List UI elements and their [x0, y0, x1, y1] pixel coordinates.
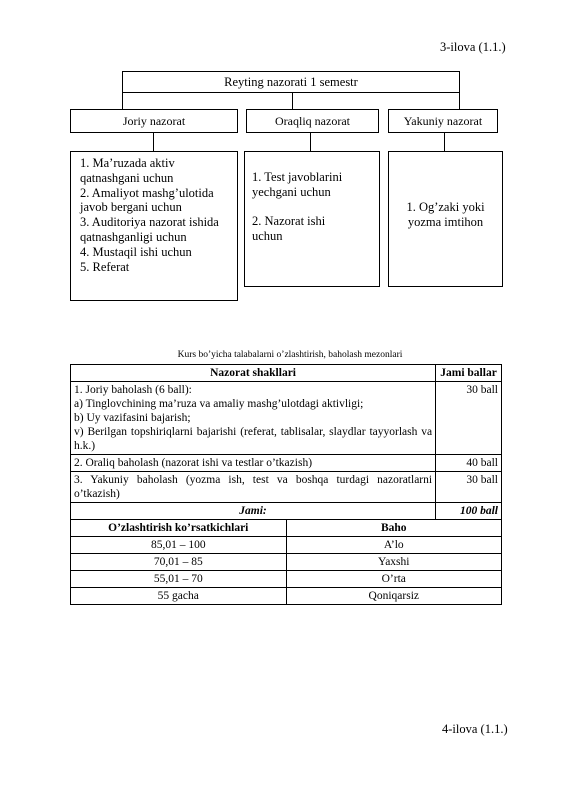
table-caption: Kurs bo’yicha talabalarni o’zlashtirish, baholash mezonlari: [177, 350, 403, 360]
joriy-line: 2. Amaliyot mashg’ulotida: [80, 185, 214, 200]
oraliq-line: yechgani uchun: [252, 184, 331, 199]
table-row: [71, 455, 502, 472]
annex-label-bottom: 4-ilova (1.1.): [442, 722, 508, 736]
oraliq-line: 2. Nazorat ishi: [252, 214, 326, 229]
oraliq-detail-box: [244, 151, 380, 287]
joriy-detail-box: [70, 151, 238, 301]
table-row: [71, 382, 502, 455]
oraliq-line: [252, 200, 379, 215]
head-oraliq-box: Oraqliq nazorat: [246, 109, 379, 133]
joriy-line: 3. Auditoriya nazorat ishida: [80, 215, 219, 230]
joriy-line: 5. Referat: [80, 259, 130, 274]
header-forms: Nazorat shakllari: [71, 365, 436, 382]
connector-oraliq: [310, 133, 311, 151]
grade-range: 55,01 – 70: [71, 571, 287, 588]
oraliq-line: 1. Test javoblarini: [252, 170, 343, 184]
table-row: [71, 472, 502, 503]
head-joriy-box: Joriy nazorat: [70, 109, 238, 133]
total-label: Jami:: [71, 503, 436, 520]
grade-header-left: O’zlashtirish ko’rsatkichlari: [71, 520, 287, 537]
grade-value: A’lo: [286, 537, 501, 554]
row-line: b) Uy vazifasini bajarish;: [74, 412, 191, 424]
joriy-line: javob bergani uchun: [80, 200, 182, 215]
row-score: 40 ball: [436, 455, 502, 472]
grade-range: 85,01 – 100: [71, 537, 287, 554]
grade-range: 70,01 – 85: [71, 554, 287, 571]
connector-right: [459, 93, 460, 109]
row-score: 30 ball: [436, 472, 502, 503]
joriy-line: qatnashgani uchun: [80, 170, 174, 185]
grade-range: 55 gacha: [71, 588, 287, 605]
table-header-row: [71, 365, 502, 382]
grade-row: [71, 537, 502, 554]
row-line: v) Berilgan topshiriqlarni bajarishi (referat, tablisalar, slaydlar tayyorlash va h.k.): [74, 426, 433, 452]
yakuniy-detail-box: [388, 151, 503, 287]
grade-row: [71, 571, 502, 588]
grade-value: Qoniqarsiz: [286, 588, 501, 605]
header-total: Jami ballar: [436, 365, 502, 382]
grade-header-right: Baho: [286, 520, 501, 537]
head-yakuniy-box: Yakuniy nazorat: [388, 109, 498, 133]
row-forms-cell: [71, 382, 436, 455]
assessment-table-wrap: [70, 364, 502, 605]
assessment-table: [70, 364, 502, 605]
row-forms-cell: [71, 472, 436, 503]
grade-value: Yaxshi: [286, 554, 501, 571]
row-line: a) Tinglovchining ma’ruza va amaliy mashg’ulotdagi aktivligi;: [74, 398, 364, 410]
grade-value: O’rta: [286, 571, 501, 588]
joriy-line: 4. Mustaqil ishi uchun: [80, 244, 192, 259]
row-line: 2. Oraliq baholash (nazorat ishi va testlar o’tkazish): [74, 457, 313, 469]
row-score: 30 ball: [436, 382, 502, 455]
joriy-line: 1. Ma’ruzada aktiv: [80, 156, 175, 170]
grade-header-row: [71, 520, 502, 537]
oraliq-line: uchun: [252, 229, 283, 244]
row-line: 1. Joriy baholash (6 ball):: [74, 384, 192, 396]
diagram-root-box: Reyting nazorati 1 semestr: [122, 71, 460, 93]
connector-joriy: [153, 133, 154, 151]
total-row: [71, 503, 502, 520]
annex-label-top: 3-ilova (1.1.): [440, 40, 506, 54]
yakuniy-line: yozma imtihon: [407, 214, 484, 229]
total-value: 100 ball: [436, 503, 502, 520]
row-forms-cell: [71, 455, 436, 472]
row-line: 3. Yakuniy baholash (yozma ish, test va boshqa turdagi nazoratlarni o’tkazish): [74, 474, 433, 500]
yakuniy-line: 1. Og’zaki yoki: [406, 200, 485, 214]
connector-yakuniy: [444, 133, 445, 151]
grade-row: [71, 588, 502, 605]
grade-row: [71, 554, 502, 571]
joriy-line: qatnashganligi uchun: [80, 229, 187, 244]
connector-left: [122, 93, 123, 109]
connector-mid: [292, 93, 293, 109]
